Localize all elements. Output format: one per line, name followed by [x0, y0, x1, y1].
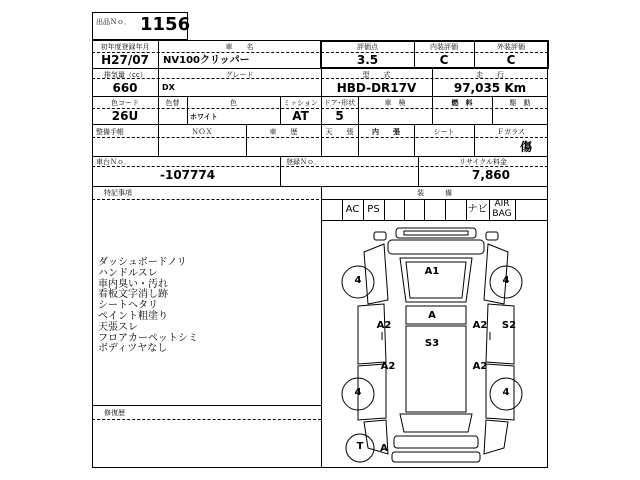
- damage-mark-roof-front: A: [428, 310, 436, 321]
- damage-mark-bonnet: A1: [424, 266, 440, 277]
- rule: [515, 199, 516, 221]
- rule: [445, 199, 446, 221]
- displacement-value: 660: [112, 81, 138, 95]
- spare-tire-grade: A: [380, 443, 388, 454]
- fuel-label: 燃 料: [451, 99, 473, 107]
- score-value: 3.5: [356, 53, 379, 67]
- note-line: シートヘタリ: [98, 300, 158, 312]
- first-registration-label: 初年度登録年月: [100, 43, 150, 51]
- color-code-value: 26U: [111, 109, 139, 123]
- chassis-number-label: 車台Ｎｏ．: [96, 158, 131, 166]
- seat-label: シート: [433, 128, 455, 136]
- rule: [424, 199, 425, 221]
- rule: [404, 199, 405, 221]
- rule: [92, 156, 548, 157]
- headliner-label: 天 張: [325, 128, 354, 136]
- note-line: フロアカーペットシミ: [98, 332, 198, 344]
- mileage-label: 走 行: [476, 71, 504, 79]
- displacement-label: 排気量（cc）: [104, 71, 147, 79]
- front-glass-value: 傷: [520, 140, 533, 154]
- type-label: 型 式: [362, 71, 391, 79]
- interior-grade-label: 内装評価: [430, 43, 458, 51]
- interior-trim-label: 内 張: [372, 128, 400, 136]
- rule: [92, 186, 548, 187]
- rule: [92, 137, 548, 138]
- color-change-label: 色替: [165, 99, 180, 107]
- nox-label: ＮＯＸ: [191, 128, 213, 136]
- recycle-fee-label: リサイクル料金: [458, 158, 508, 166]
- rule: [92, 419, 321, 420]
- exterior-grade-value: C: [506, 53, 516, 67]
- doors-label: ドア･形状: [323, 99, 356, 107]
- rule: [92, 96, 548, 97]
- note-line: ボディツヤなし: [98, 343, 168, 355]
- inspection-label: 車 検: [384, 99, 406, 107]
- note-line: ハンドルスレ: [98, 267, 158, 279]
- lot-number-label: 出品Ｎｏ．: [96, 18, 131, 26]
- type-value: HBD-DR17V: [336, 81, 417, 95]
- transmission-value: AT: [292, 109, 309, 123]
- equipment-airbag: AIR BAG: [492, 199, 512, 219]
- chassis-number-value: -107774: [160, 168, 216, 182]
- rule: [280, 156, 281, 186]
- front-glass-label: Ｆガラス: [497, 128, 525, 136]
- score-label: 評価点: [357, 43, 378, 51]
- doors-value: 5: [335, 109, 344, 123]
- damage-mark-left-front-door: A2: [376, 320, 392, 331]
- note-line: 天張スレ: [98, 321, 138, 333]
- rule: [92, 124, 548, 125]
- spare-tire: T: [356, 441, 364, 452]
- notes-list: [98, 258, 198, 355]
- grade-value: DX: [162, 83, 175, 92]
- tire-front-left: 4: [354, 275, 362, 286]
- first-registration-value: H27/07: [101, 53, 149, 67]
- damage-mark-left-rear-door: A2: [380, 361, 396, 372]
- exterior-grade-label: 外装評価: [497, 43, 525, 51]
- note-line: ダッシュボードノリ: [98, 257, 187, 268]
- color-label: 色: [230, 99, 237, 107]
- damage-mark-right-front-door: A2: [472, 320, 488, 331]
- car-name-label: 車 名: [225, 43, 254, 51]
- note-line: 看板文字消し跡: [98, 289, 168, 301]
- rule: [92, 405, 321, 406]
- equipment-navi: ナビ: [467, 204, 488, 215]
- tire-front-right: 4: [502, 275, 510, 286]
- registration-number-label: 登録Ｎｏ．: [286, 158, 321, 166]
- transmission-label: ミッション: [283, 99, 318, 107]
- lot-number: 1156: [140, 14, 191, 35]
- maintenance-record-label: 整備手帳: [96, 128, 124, 136]
- tire-rear-left: 4: [354, 387, 362, 398]
- interior-grade-value: C: [439, 53, 449, 67]
- rule: [92, 166, 548, 167]
- color-code-label: 色コード: [111, 99, 139, 107]
- equipment-ps: PS: [367, 204, 380, 215]
- damage-mark-right-rear-door: A2: [472, 361, 488, 372]
- note-line: ペイント粗塗り: [98, 310, 168, 322]
- rule: [384, 199, 385, 221]
- damage-mark-roof: S3: [424, 338, 440, 349]
- equipment-title: 装 備: [417, 189, 452, 197]
- grade-label: グレード: [225, 71, 254, 79]
- note-line: 車内臭い・汚れ: [98, 278, 168, 290]
- repair-history-label: 修復歴: [104, 409, 125, 417]
- notes-title: 特記事項: [104, 189, 132, 197]
- car-name-value: NV100クリッパー: [163, 55, 250, 66]
- recycle-fee-value: 7,860: [472, 168, 510, 182]
- drive-label: 駆 動: [509, 99, 531, 107]
- damage-mark-right-side: S2: [501, 320, 517, 331]
- history-label: 車 歴: [269, 128, 298, 136]
- equipment-ac: AC: [345, 204, 360, 215]
- mileage-value: 97,035 Km: [453, 81, 527, 95]
- tire-rear-right: 4: [502, 387, 510, 398]
- color-value: ホワイト: [190, 113, 218, 121]
